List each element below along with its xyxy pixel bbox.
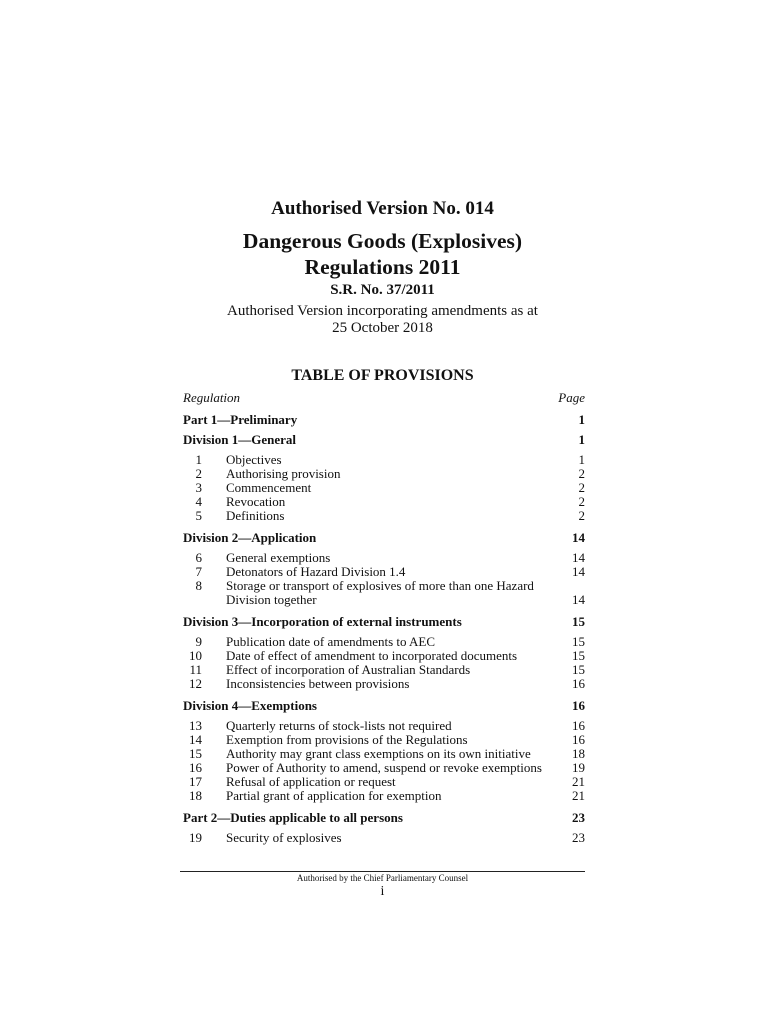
footer-divider bbox=[180, 871, 585, 872]
table-of-provisions bbox=[183, 390, 585, 848]
section-page: 15 bbox=[572, 614, 585, 629]
regulation-title: Refusal of application or request bbox=[226, 774, 396, 789]
regulation-page: 1 bbox=[578, 452, 585, 467]
toc-entry[interactable] bbox=[183, 509, 585, 523]
title-line-2: Regulations 2011 bbox=[304, 255, 461, 279]
toc-entry[interactable] bbox=[183, 831, 585, 845]
regulation-title: Effect of incorporation of Australian Standards bbox=[226, 662, 471, 677]
regulation-column-header: Regulation bbox=[183, 390, 241, 405]
regulation-number: 10 bbox=[189, 648, 202, 663]
section-page: 23 bbox=[572, 810, 585, 825]
toc-heading: TABLE OF PROVISIONS bbox=[291, 367, 474, 384]
toc-entry[interactable] bbox=[183, 649, 585, 663]
regulation-title: Security of explosives bbox=[226, 830, 342, 845]
toc-entry[interactable] bbox=[183, 579, 585, 607]
section-label: Part 1—Preliminary bbox=[183, 412, 298, 427]
regulation-number: 19 bbox=[189, 830, 202, 845]
regulation-number: 4 bbox=[195, 494, 202, 509]
regulation-number: 2 bbox=[195, 466, 202, 481]
sr-number: S.R. No. 37/2011 bbox=[330, 282, 435, 298]
regulation-page: 21 bbox=[572, 774, 585, 789]
section-page: 14 bbox=[572, 530, 585, 545]
document-title bbox=[180, 228, 585, 280]
regulation-number: 9 bbox=[195, 634, 202, 649]
regulation-page: 2 bbox=[578, 508, 585, 523]
regulation-title: General exemptions bbox=[226, 550, 331, 565]
regulation-title: Authority may grant class exemptions on its own initiative bbox=[226, 746, 531, 761]
regulation-number: 16 bbox=[189, 760, 202, 775]
regulation-page: 2 bbox=[578, 480, 585, 495]
toc-section-heading[interactable] bbox=[183, 614, 585, 630]
toc-entry[interactable] bbox=[183, 495, 585, 509]
regulation-title: Revocation bbox=[226, 494, 286, 509]
regulation-title: Storage or transport of explosives of more than one Hazard Division together bbox=[226, 578, 534, 607]
regulation-number: 13 bbox=[189, 718, 202, 733]
regulation-title: Exemption from provisions of the Regulations bbox=[226, 732, 468, 747]
toc-entry[interactable] bbox=[183, 719, 585, 733]
regulation-number: 3 bbox=[195, 480, 202, 495]
regulation-number: 17 bbox=[189, 774, 202, 789]
footer-authorisation: Authorised by the Chief Parliamentary Counsel bbox=[296, 873, 469, 883]
toc-body bbox=[183, 412, 585, 848]
regulation-page: 2 bbox=[578, 494, 585, 509]
toc-section-heading[interactable] bbox=[183, 810, 585, 826]
regulation-page: 18 bbox=[572, 746, 585, 761]
regulation-page: 15 bbox=[572, 648, 585, 663]
toc-entry[interactable] bbox=[183, 733, 585, 747]
toc-entry[interactable] bbox=[183, 677, 585, 691]
regulation-number: 12 bbox=[189, 676, 202, 691]
toc-entry[interactable] bbox=[183, 467, 585, 481]
regulation-number: 15 bbox=[189, 746, 202, 761]
regulation-number: 18 bbox=[189, 788, 202, 803]
regulation-page: 14 bbox=[572, 564, 585, 579]
section-label: Part 2—Duties applicable to all persons bbox=[183, 810, 403, 825]
regulation-title: Definitions bbox=[226, 508, 285, 523]
toc-section-heading[interactable] bbox=[183, 432, 585, 448]
page-number: i bbox=[380, 884, 385, 899]
regulation-page: 19 bbox=[572, 760, 585, 775]
regulation-title: Date of effect of amendment to incorporated documents bbox=[226, 648, 518, 663]
section-page: 16 bbox=[572, 698, 585, 713]
regulation-title: Inconsistencies between provisions bbox=[226, 676, 410, 691]
amendment-note-line-1: Authorised Version incorporating amendments as at bbox=[227, 303, 538, 319]
regulation-number: 7 bbox=[195, 564, 202, 579]
section-label: Division 3—Incorporation of external instruments bbox=[183, 614, 462, 629]
toc-entry[interactable] bbox=[183, 551, 585, 565]
toc-entry[interactable] bbox=[183, 663, 585, 677]
regulation-number: 11 bbox=[189, 662, 202, 677]
toc-column-headers bbox=[183, 390, 585, 410]
section-label: Division 2—Application bbox=[183, 530, 317, 545]
regulation-number: 8 bbox=[195, 578, 202, 593]
title-line-1: Dangerous Goods (Explosives) bbox=[242, 229, 523, 253]
toc-entry[interactable] bbox=[183, 481, 585, 495]
regulation-title: Commencement bbox=[226, 480, 312, 495]
toc-entry[interactable] bbox=[183, 761, 585, 775]
toc-section-heading[interactable] bbox=[183, 530, 585, 546]
regulation-title: Publication date of amendments to AEC bbox=[226, 634, 436, 649]
regulation-page: 15 bbox=[572, 634, 585, 649]
regulation-title: Detonators of Hazard Division 1.4 bbox=[226, 564, 406, 579]
authorised-version-number: Authorised Version No. 014 bbox=[271, 198, 494, 219]
regulation-page: 2 bbox=[578, 466, 585, 481]
regulation-title: Partial grant of application for exemption bbox=[226, 788, 442, 803]
toc-entry[interactable] bbox=[183, 747, 585, 761]
section-label: Division 1—General bbox=[183, 432, 297, 447]
toc-entry[interactable] bbox=[183, 453, 585, 467]
toc-entry[interactable] bbox=[183, 775, 585, 789]
toc-entry[interactable] bbox=[183, 635, 585, 649]
regulation-page: 15 bbox=[572, 662, 585, 677]
regulation-number: 1 bbox=[195, 452, 202, 467]
regulation-page: 16 bbox=[572, 676, 585, 691]
regulation-number: 5 bbox=[195, 508, 202, 523]
toc-entry[interactable] bbox=[183, 565, 585, 579]
regulation-page: 23 bbox=[572, 830, 585, 845]
regulation-page: 14 bbox=[572, 592, 585, 607]
regulation-page: 16 bbox=[572, 732, 585, 747]
regulation-title: Authorising provision bbox=[226, 466, 341, 481]
regulation-number: 14 bbox=[189, 732, 202, 747]
toc-section-heading[interactable] bbox=[183, 412, 585, 428]
section-label: Division 4—Exemptions bbox=[183, 698, 317, 713]
regulation-page: 14 bbox=[572, 550, 585, 565]
section-page: 1 bbox=[578, 412, 585, 427]
toc-entry[interactable] bbox=[183, 789, 585, 803]
regulation-number: 6 bbox=[195, 550, 202, 565]
toc-section-heading[interactable] bbox=[183, 698, 585, 714]
regulation-page: 21 bbox=[572, 788, 585, 803]
amendment-note bbox=[180, 303, 585, 337]
regulation-title: Objectives bbox=[226, 452, 282, 467]
regulation-title: Quarterly returns of stock-lists not required bbox=[226, 718, 452, 733]
section-page: 1 bbox=[578, 432, 585, 447]
regulation-title: Power of Authority to amend, suspend or revoke exemptions bbox=[226, 760, 542, 775]
page-column-header: Page bbox=[558, 390, 585, 405]
regulation-page: 16 bbox=[572, 718, 585, 733]
amendment-note-line-2: 25 October 2018 bbox=[332, 320, 433, 336]
